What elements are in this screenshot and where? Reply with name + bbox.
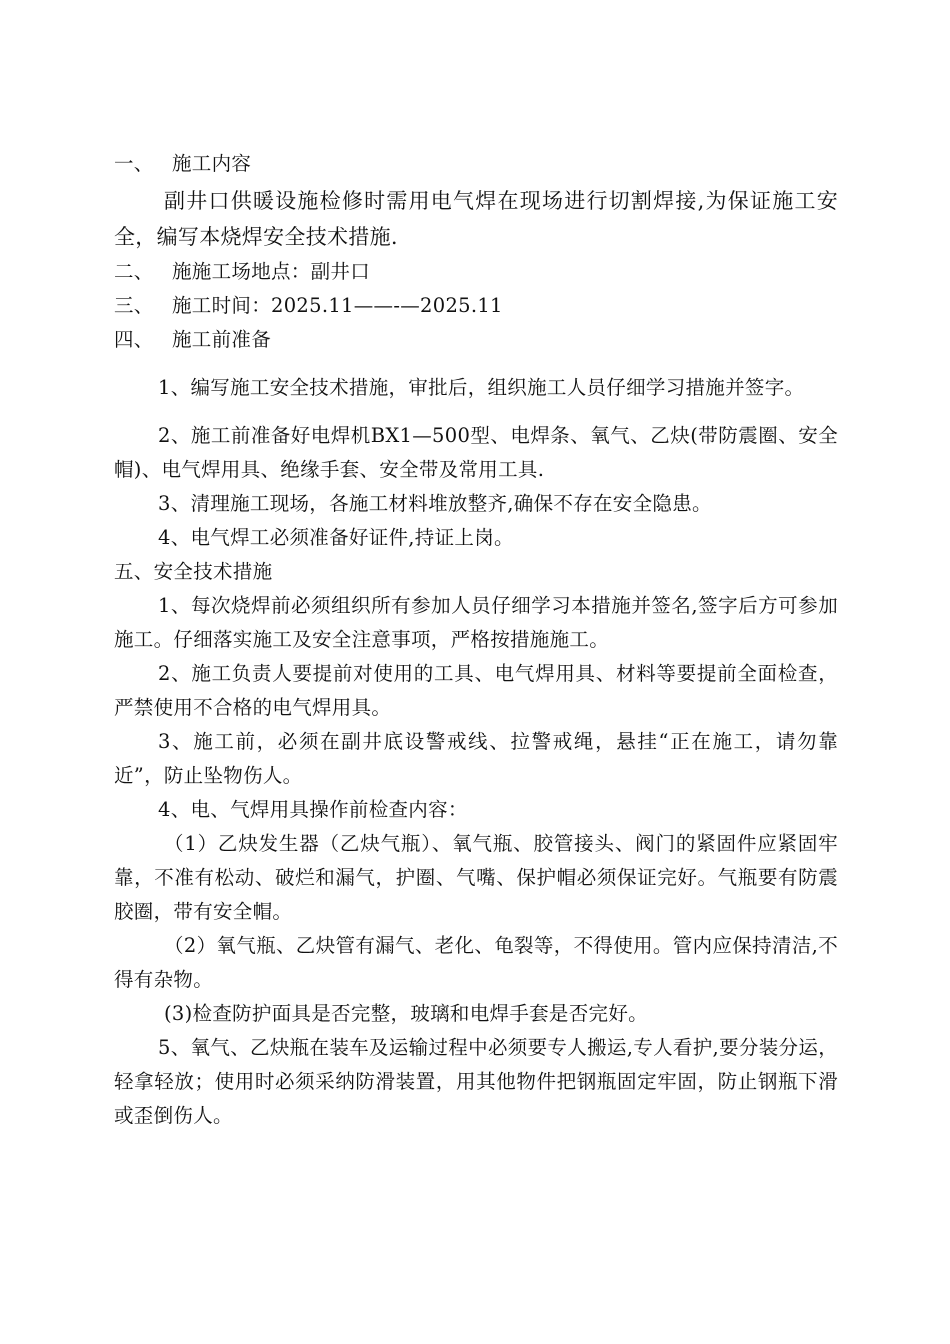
section-heading-3 — [114, 289, 838, 323]
document-body — [114, 147, 838, 1133]
section-title: 施工时间：2025.11——-—2025.11 — [172, 294, 503, 317]
check-item-2: （2）氧气瓶、乙炔管有漏气、老化、龟裂等，不得使用。管内应保持清洁,不得有杂物。 — [114, 934, 838, 991]
section-heading-4 — [114, 323, 838, 357]
prep-item-2: 2、施工前准备好电焊机BX1—500型、电焊条、氧气、乙炔(带防震圈、安全帽)、电气焊用具、绝缘手套、安全带及常用工具. — [114, 424, 838, 481]
section-title: 施工前准备 — [172, 328, 272, 351]
section-title: 施施工场地点：副井口 — [172, 260, 371, 283]
safety-item-1: 1、每次烧焊前必须组织所有参加人员仔细学习本措施并签名,签字后方可参加施工。仔细落实施工及安全注意事项，严格按措施施工。 — [114, 594, 838, 651]
check-item-3: (3)检查防护面具是否完整，玻璃和电焊手套是否完好。 — [164, 1002, 648, 1025]
safety-item-5: 5、氧气、乙炔瓶在装车及运输过程中必须要专人搬运,专人看护,要分装分运，轻拿轻放；使用时必须采纳防滑装置，用其他物件把钢瓶固定牢固，防止钢瓶下滑或歪倒伤人。 — [114, 1036, 838, 1127]
section-heading-5: 五、安全技术措施 — [114, 560, 273, 583]
section-number: 四、 — [114, 328, 154, 351]
check-item-1: （1）乙炔发生器（乙炔气瓶）、氧气瓶、胶管接头、阀门的紧固件应紧固牢靠，不准有松动、破烂和漏气，护圈、气嘴、保护帽必须保证完好。气瓶要有防震胶圈，带有安全帽。 — [114, 832, 838, 923]
prep-item-4: 4、电气焊工必须准备好证件,持证上岗。 — [158, 526, 514, 549]
safety-item-3: 3、施工前，必须在副井底设警戒线、拉警戒绳，悬挂“正在施工，请勿靠近”，防止坠物伤人。 — [114, 730, 838, 787]
section-number: 一、 — [114, 152, 154, 175]
section-title: 施工内容 — [172, 152, 252, 175]
intro-paragraph: 副井口供暖设施检修时需用电气焊在现场进行切割焊接,为保证施工安全，编写本烧焊安全技术措施. — [114, 189, 838, 249]
section-number: 二、 — [114, 260, 154, 283]
section-heading-2 — [114, 255, 838, 289]
prep-item-1: 1、编写施工安全技术措施，审批后，组织施工人员仔细学习措施并签字。 — [158, 376, 805, 399]
safety-item-2: 2、施工负责人要提前对使用的工具、电气焊用具、材料等要提前全面检查，严禁使用不合格的电气焊用具。 — [114, 662, 838, 719]
section-number: 三、 — [114, 294, 154, 317]
prep-item-3: 3、清理施工现场，各施工材料堆放整齐,确保不存在安全隐患。 — [158, 492, 712, 515]
section-heading-1 — [114, 147, 838, 181]
safety-item-4: 4、电、气焊用具操作前检查内容： — [158, 798, 468, 821]
